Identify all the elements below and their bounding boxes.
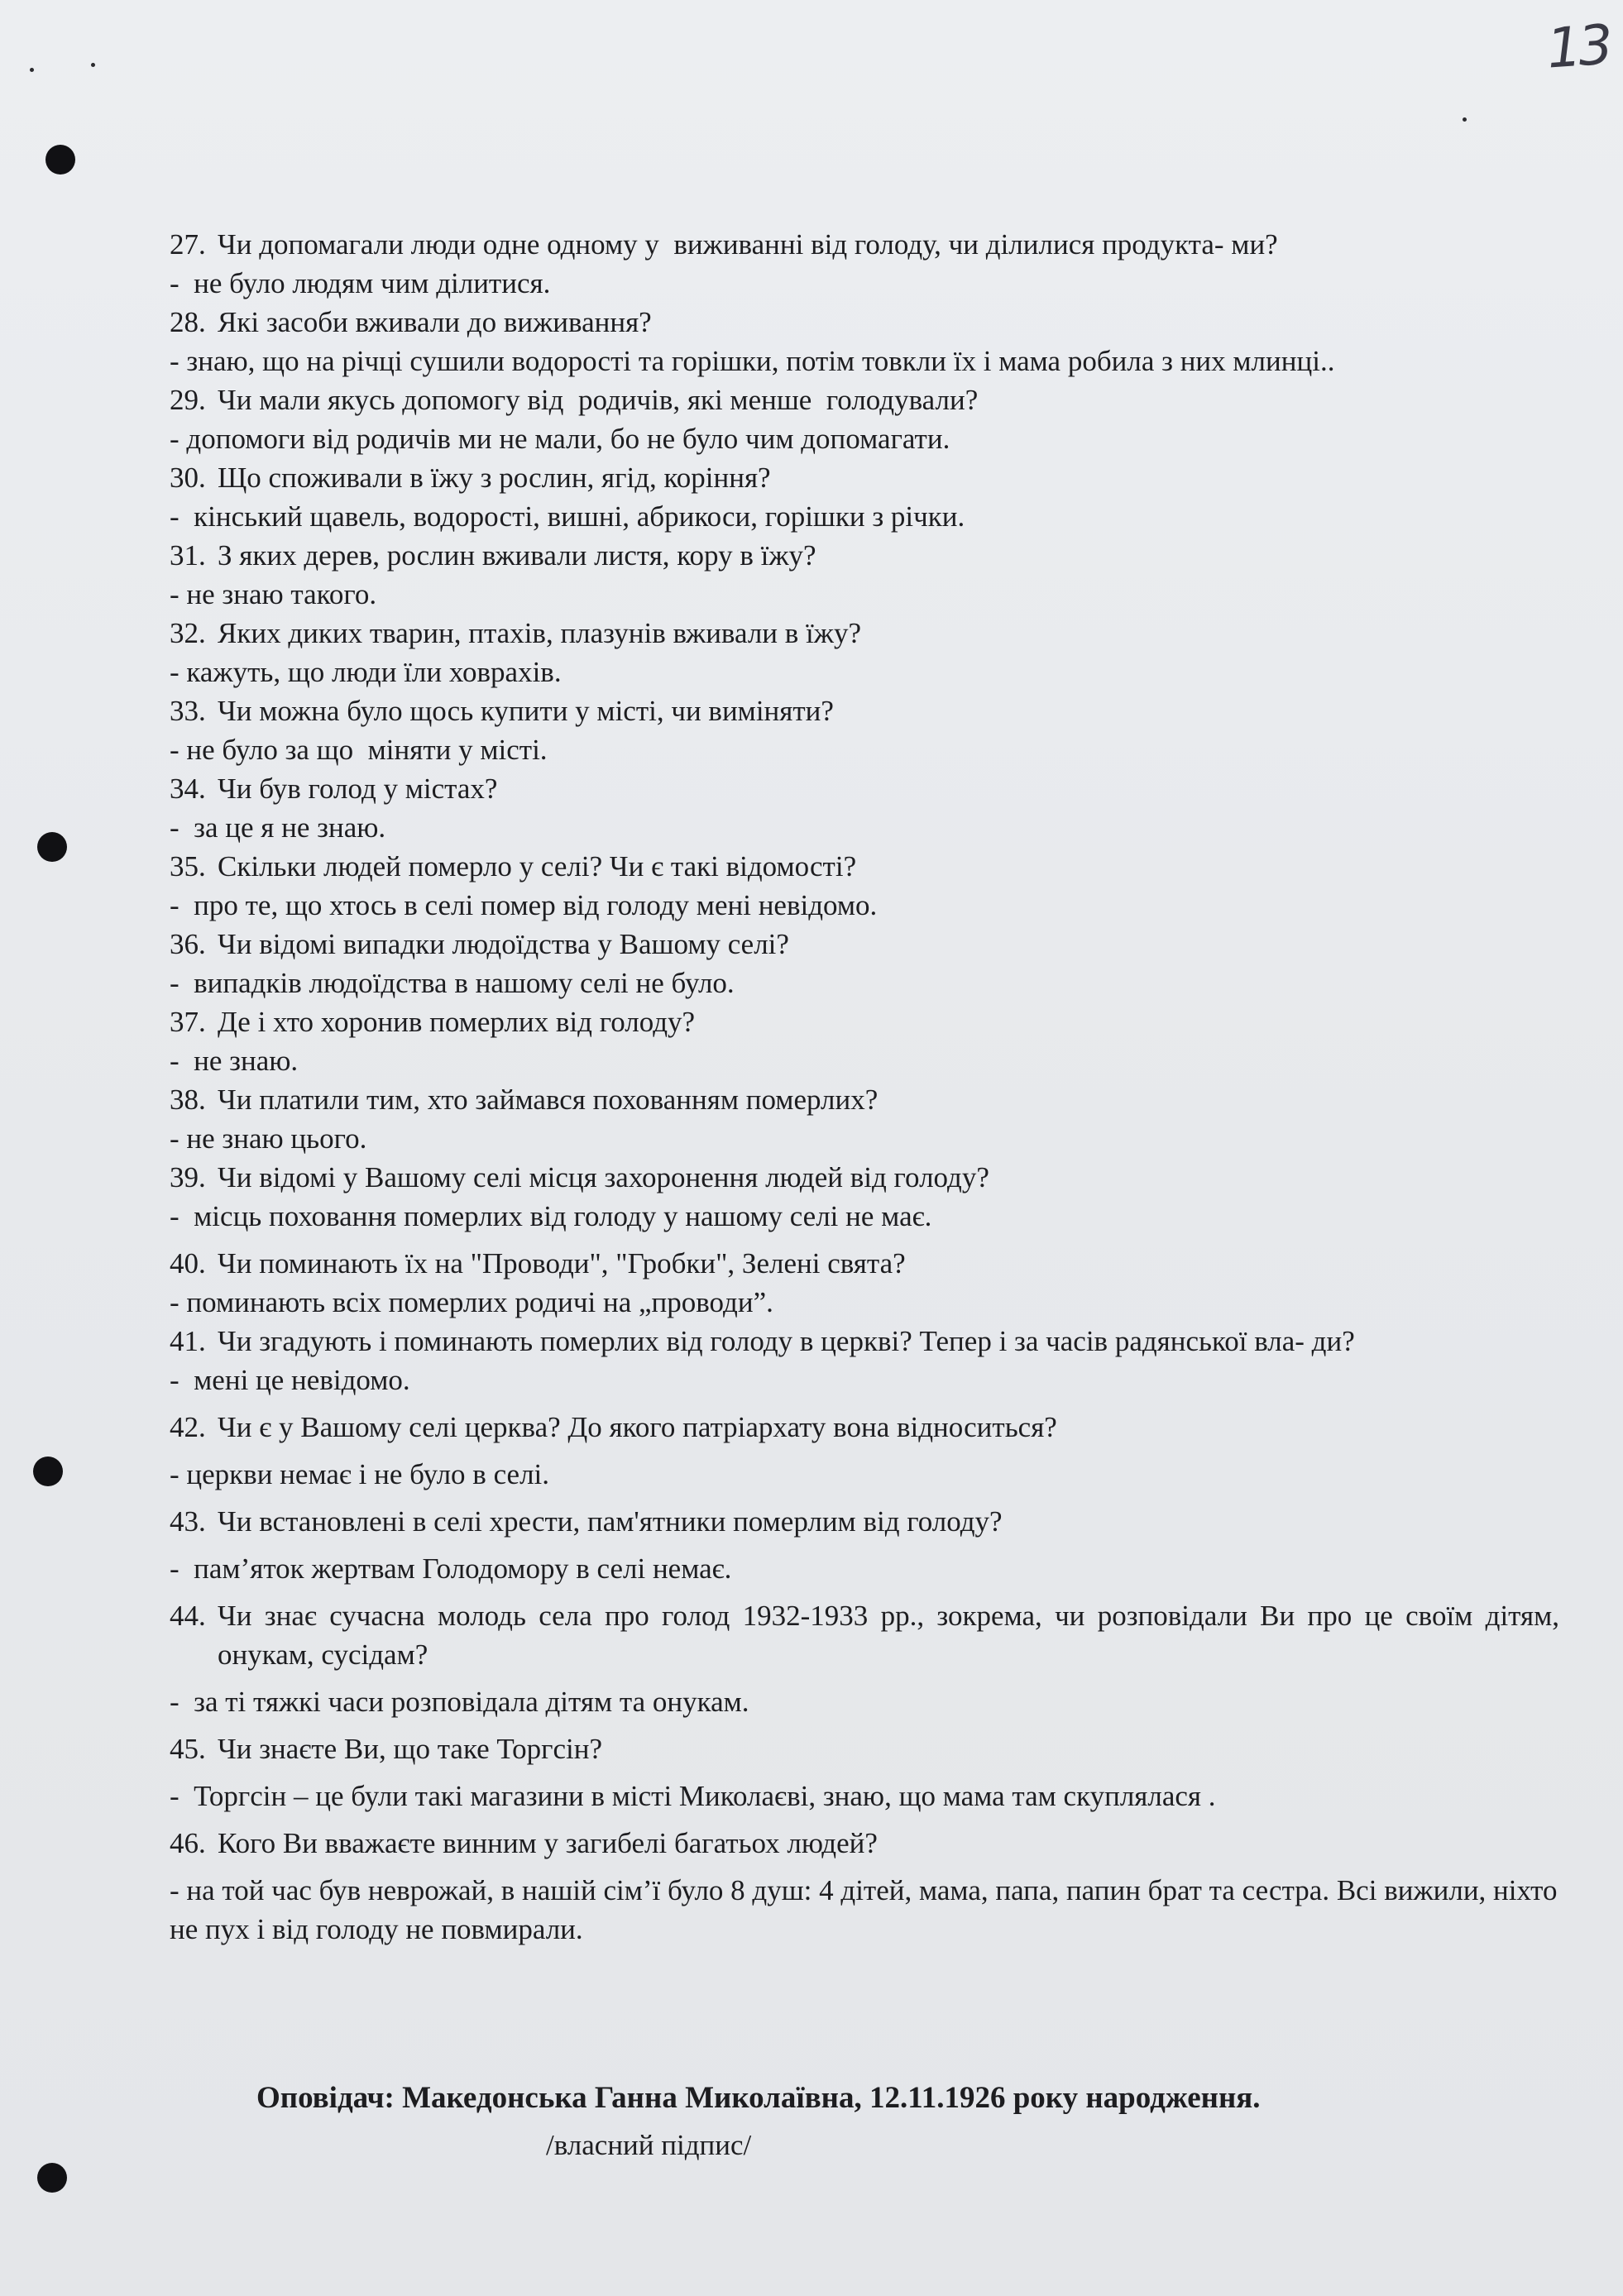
- answer-text: - церкви немає і не було в селі.: [170, 1458, 550, 1490]
- question: [170, 1158, 1559, 1197]
- question-text: Чи допомагали люди одне одному у виживанні від голоду, чи ділилися продукта- ми?: [218, 228, 1278, 261]
- question-number: 40.: [170, 1247, 206, 1280]
- answer-text: - мені це невідомо.: [170, 1364, 410, 1396]
- qa-item: [170, 1824, 1565, 1949]
- question-number: 38.: [170, 1083, 206, 1116]
- punch-hole: [45, 145, 75, 175]
- question: [170, 1244, 1559, 1283]
- question: [170, 1729, 1559, 1768]
- question-text: Чи відомі у Вашому селі місця захоронення людей від голоду?: [218, 1161, 989, 1193]
- question: [170, 1408, 1559, 1447]
- signature-block: [256, 2078, 1497, 2164]
- narrator-line: Оповідач: Македонська Ганна Миколаївна, 12.11.1926 року народження.: [256, 2081, 1261, 2115]
- answer-text: - поминають всіх померлих родичі на „проводи”.: [170, 1286, 773, 1318]
- qa-item: [170, 1729, 1559, 1815]
- question: [170, 925, 1559, 964]
- question-text: Чи згадують і поминають померлих від голоду в церкві? Тепер і за часів радянської вла- ди?: [218, 1325, 1355, 1357]
- qa-item: [170, 1322, 1559, 1399]
- qa-item: [170, 536, 1559, 614]
- question-text: Де і хто хоронив померлих від голоду?: [218, 1006, 696, 1038]
- question-number: 46.: [170, 1827, 206, 1859]
- question-number: 30.: [170, 462, 206, 494]
- question-number: 39.: [170, 1161, 206, 1193]
- question-text: Чи платили тим, хто займався похованням померлих?: [218, 1083, 879, 1116]
- qa-item: [170, 925, 1559, 1002]
- question: [170, 847, 1559, 886]
- qa-item: [170, 1080, 1559, 1158]
- question-number: 44.: [170, 1600, 206, 1632]
- question: [170, 303, 1559, 342]
- paper-speck: [91, 63, 95, 67]
- answer-text: - знаю, що на річці сушили водорості та горішки, потім товкли їх і мама робила з них млинці..: [170, 345, 1335, 377]
- paper-speck: [30, 68, 34, 72]
- punch-hole: [37, 832, 67, 862]
- qa-item: [170, 1596, 1567, 1721]
- answer-text: - кажуть, що люди їли ховрахів.: [170, 656, 562, 688]
- qa-item: [170, 691, 1559, 769]
- question: [170, 458, 1559, 497]
- answer-text: - не знаю цього.: [170, 1122, 367, 1155]
- question-text: Чи поминають їх на "Проводи", "Гробки", Зелені свята?: [218, 1247, 906, 1280]
- qa-item: [170, 614, 1559, 691]
- answer-text: - за це я не знаю.: [170, 811, 386, 844]
- question-text: Що споживали в їжу з рослин, ягід, коріння?: [218, 462, 771, 494]
- qa-item: [170, 1158, 1559, 1236]
- question: [170, 1002, 1559, 1041]
- qa-item: [170, 847, 1559, 925]
- qa-item: [170, 769, 1559, 847]
- question: [170, 536, 1559, 575]
- questionnaire: [170, 225, 1567, 1949]
- question-text: Чи є у Вашому селі церква? До якого патріархату вона відноситься?: [218, 1411, 1057, 1443]
- qa-item: [170, 1244, 1559, 1322]
- question-text: Які засоби вживали до виживання?: [218, 306, 652, 338]
- question-number: 36.: [170, 928, 206, 960]
- question: [170, 1080, 1559, 1119]
- question-text: Чи був голод у містах?: [218, 773, 498, 805]
- punch-hole: [37, 2163, 67, 2193]
- question-text: Чи знаєте Ви, що таке Торгсін?: [218, 1733, 602, 1765]
- signature-note: /власний підпис/: [546, 2129, 752, 2161]
- question: [170, 1502, 1559, 1541]
- question-text: З яких дерев, рослин вживали листя, кору в їжу?: [218, 539, 816, 572]
- question-text: Чи мали якусь допомогу від родичів, які менше голодували?: [218, 384, 979, 416]
- question-number: 32.: [170, 617, 206, 649]
- question: [170, 614, 1559, 653]
- question-text: Кого Ви вважаєте винним у загибелі багатьох людей?: [218, 1827, 878, 1859]
- question-number: 45.: [170, 1733, 206, 1765]
- qa-item: [170, 303, 1559, 380]
- answer-text: - за ті тяжкі часи розповідала дітям та онукам.: [170, 1686, 749, 1718]
- question: [170, 769, 1559, 808]
- qa-item: [170, 380, 1559, 458]
- qa-item: [170, 1408, 1559, 1494]
- qa-item: [170, 1502, 1559, 1588]
- question-text: Чи встановлені в селі хрести, пам'ятники померлим від голоду?: [218, 1505, 1003, 1538]
- question: [170, 1322, 1559, 1361]
- question: [170, 225, 1559, 264]
- question: [170, 1596, 1567, 1674]
- question: [170, 380, 1559, 419]
- question-number: 42.: [170, 1411, 206, 1443]
- answer-text: - випадків людоїдства в нашому селі не було.: [170, 967, 735, 999]
- question-text: Яких диких тварин, птахів, плазунів вживали в їжу?: [218, 617, 861, 649]
- answer-text: - не знаю такого.: [170, 578, 377, 610]
- qa-item: [170, 225, 1559, 303]
- answer-text: - на той час був неврожай, в нашій сім’ї було 8 душ: 4 дітей, мама, папа, папин брат та сестра. Всі вижили, ніхто не пух і від голоду не повмирали.: [170, 1874, 1565, 1945]
- question-number: 34.: [170, 773, 206, 805]
- question-text: Чи можна було щось купити у місті, чи виміняти?: [218, 695, 834, 727]
- answer-text: - пам’яток жертвам Голодомору в селі немає.: [170, 1552, 732, 1585]
- qa-item: [170, 458, 1559, 536]
- answer-text: - допомоги від родичів ми не мали, бо не було чим допомагати.: [170, 423, 950, 455]
- page-number: 13: [1544, 12, 1612, 81]
- answer-text: - Торгсін – це були такі магазини в місті Миколаєві, знаю, що мама там скуплялася .: [170, 1780, 1216, 1812]
- answer-text: - кінський щавель, водорості, вишні, абрикоси, горішки з річки.: [170, 500, 965, 533]
- question: [170, 1824, 1559, 1863]
- question-number: 35.: [170, 850, 206, 883]
- question-text: Чи відомі випадки людоїдства у Вашому селі?: [218, 928, 789, 960]
- question-text: Скільки людей померло у селі? Чи є такі відомості?: [218, 850, 857, 883]
- question-text: Чи знає сучасна молодь села про голод 1932-1933 рр., зокрема, чи розповідали Ви про це своїм дітям, онукам, сусідам?: [218, 1600, 1567, 1671]
- question-number: 31.: [170, 539, 206, 572]
- answer-text: - не знаю.: [170, 1045, 299, 1077]
- question: [170, 691, 1559, 730]
- answer-text: - не було людям чим ділитися.: [170, 267, 551, 299]
- question-number: 29.: [170, 384, 206, 416]
- question-number: 28.: [170, 306, 206, 338]
- paper-speck: [1463, 117, 1467, 122]
- question-number: 37.: [170, 1006, 206, 1038]
- answer-text: - про те, що хтось в селі помер від голоду мені невідомо.: [170, 889, 878, 921]
- qa-item: [170, 1002, 1559, 1080]
- answer-text: - місць поховання померлих від голоду у нашому селі не має.: [170, 1200, 932, 1232]
- question-number: 43.: [170, 1505, 206, 1538]
- punch-hole: [33, 1457, 63, 1486]
- answer-text: - не було за що міняти у місті.: [170, 734, 548, 766]
- question-number: 33.: [170, 695, 206, 727]
- question-number: 27.: [170, 228, 206, 261]
- question-number: 41.: [170, 1325, 206, 1357]
